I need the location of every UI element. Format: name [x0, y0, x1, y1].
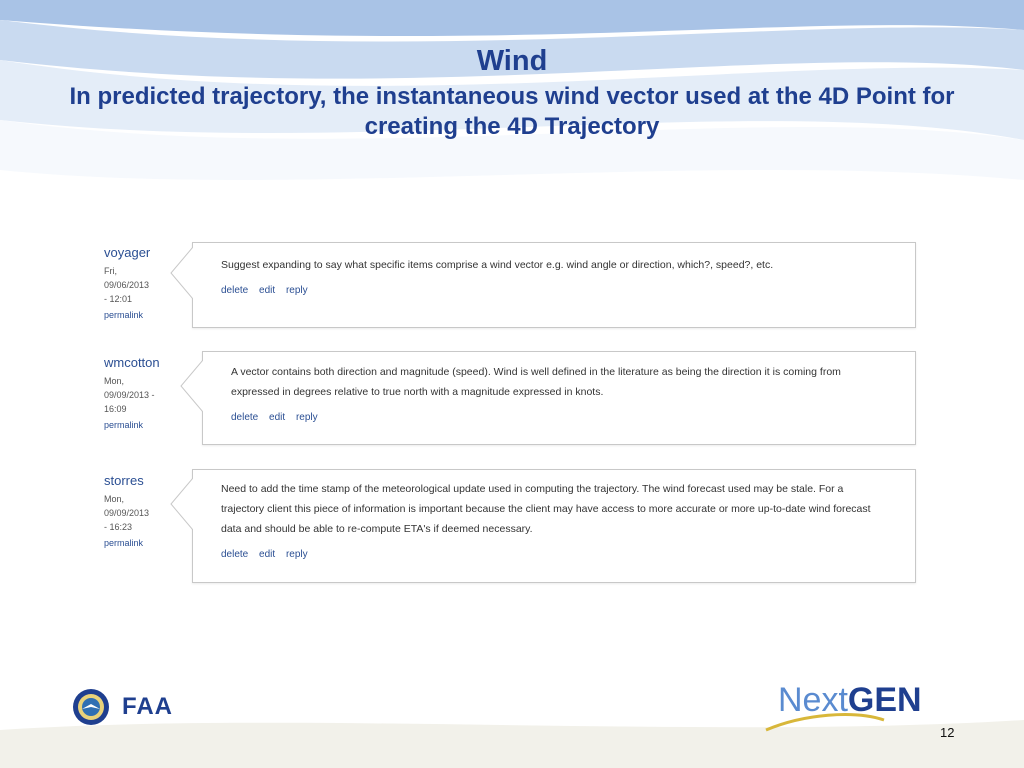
- date-line: 16:09: [104, 404, 127, 414]
- date-line: - 12:01: [104, 294, 133, 304]
- comment-meta: [104, 355, 172, 432]
- permalink-link[interactable]: permalink: [104, 538, 144, 548]
- comment-box: [192, 242, 916, 328]
- edit-link[interactable]: edit: [259, 549, 276, 560]
- comment-wmcotton: [104, 355, 916, 447]
- comment-author[interactable]: voyager: [104, 245, 151, 260]
- edit-link[interactable]: edit: [259, 285, 276, 296]
- reply-link[interactable]: reply: [295, 412, 318, 423]
- comment-actions: [231, 412, 885, 423]
- reply-link[interactable]: reply: [285, 285, 308, 296]
- nextgen-swoosh-icon: [764, 710, 954, 732]
- speech-pointer: [169, 243, 193, 303]
- comment-box: [202, 351, 916, 445]
- edit-link[interactable]: edit: [269, 412, 286, 423]
- speech-pointer: [169, 474, 193, 534]
- permalink-link[interactable]: permalink: [104, 310, 144, 320]
- date-line: Mon,: [104, 376, 125, 386]
- comment-meta: [104, 473, 172, 550]
- reply-link[interactable]: reply: [285, 549, 308, 560]
- faa-seal-icon: [72, 688, 110, 726]
- comment-body: Suggest expanding to say what specific items comprise a wind vector e.g. wind angle or direction, which?, speed?, etc.: [221, 259, 774, 271]
- comment-body: A vector contains both direction and magnitude (speed). Wind is well defined in the literature as being the direction it is coming from expressed in degrees relative to true north with a magnitude expressed in knots.: [231, 366, 841, 398]
- speech-pointer: [179, 356, 203, 416]
- comment-author[interactable]: wmcotton: [104, 355, 160, 370]
- delete-link[interactable]: delete: [221, 549, 249, 560]
- page-number: 12: [940, 725, 955, 740]
- date-line: - 16:23: [104, 522, 133, 532]
- nextgen-next: Next: [778, 681, 848, 719]
- comment-author[interactable]: storres: [104, 473, 144, 488]
- faa-logo: [72, 688, 173, 726]
- nextgen-logo: [764, 680, 954, 732]
- date-line: 09/09/2013: [104, 508, 150, 518]
- date-line: Fri,: [104, 266, 117, 276]
- comment-meta: [104, 245, 172, 322]
- date-line: Mon,: [104, 494, 125, 504]
- date-line: 09/09/2013 -: [104, 390, 155, 400]
- comment-actions: [221, 285, 891, 296]
- delete-link[interactable]: delete: [221, 285, 249, 296]
- faa-label: FAA: [122, 693, 173, 720]
- slide-title: Wind: [476, 45, 548, 77]
- comment-date: [104, 374, 172, 416]
- nextgen-gen: GEN: [847, 681, 922, 719]
- slide-title-block: [40, 44, 984, 142]
- slide-subtitle: In predicted trajectory, the instantaneous wind vector used at the 4D Point for creating the 4D Trajectory: [69, 83, 955, 140]
- comment-voyager: [104, 245, 916, 329]
- comment-box: [192, 469, 916, 583]
- comment-date: [104, 492, 172, 534]
- comment-storres: [104, 473, 916, 585]
- comment-date: [104, 264, 172, 306]
- delete-link[interactable]: delete: [231, 412, 259, 423]
- comment-body: Need to add the time stamp of the meteorological update used in computing the trajectory. The wind forecast used may be stale. For a trajectory client this piece of information is important because the client may have access to more accurate or more up-to-date wind forecast data and should be able to re-compute ETA's if deemed necessary.: [221, 483, 871, 535]
- permalink-link[interactable]: permalink: [104, 420, 144, 430]
- date-line: 09/06/2013: [104, 280, 150, 290]
- comment-actions: [221, 549, 885, 560]
